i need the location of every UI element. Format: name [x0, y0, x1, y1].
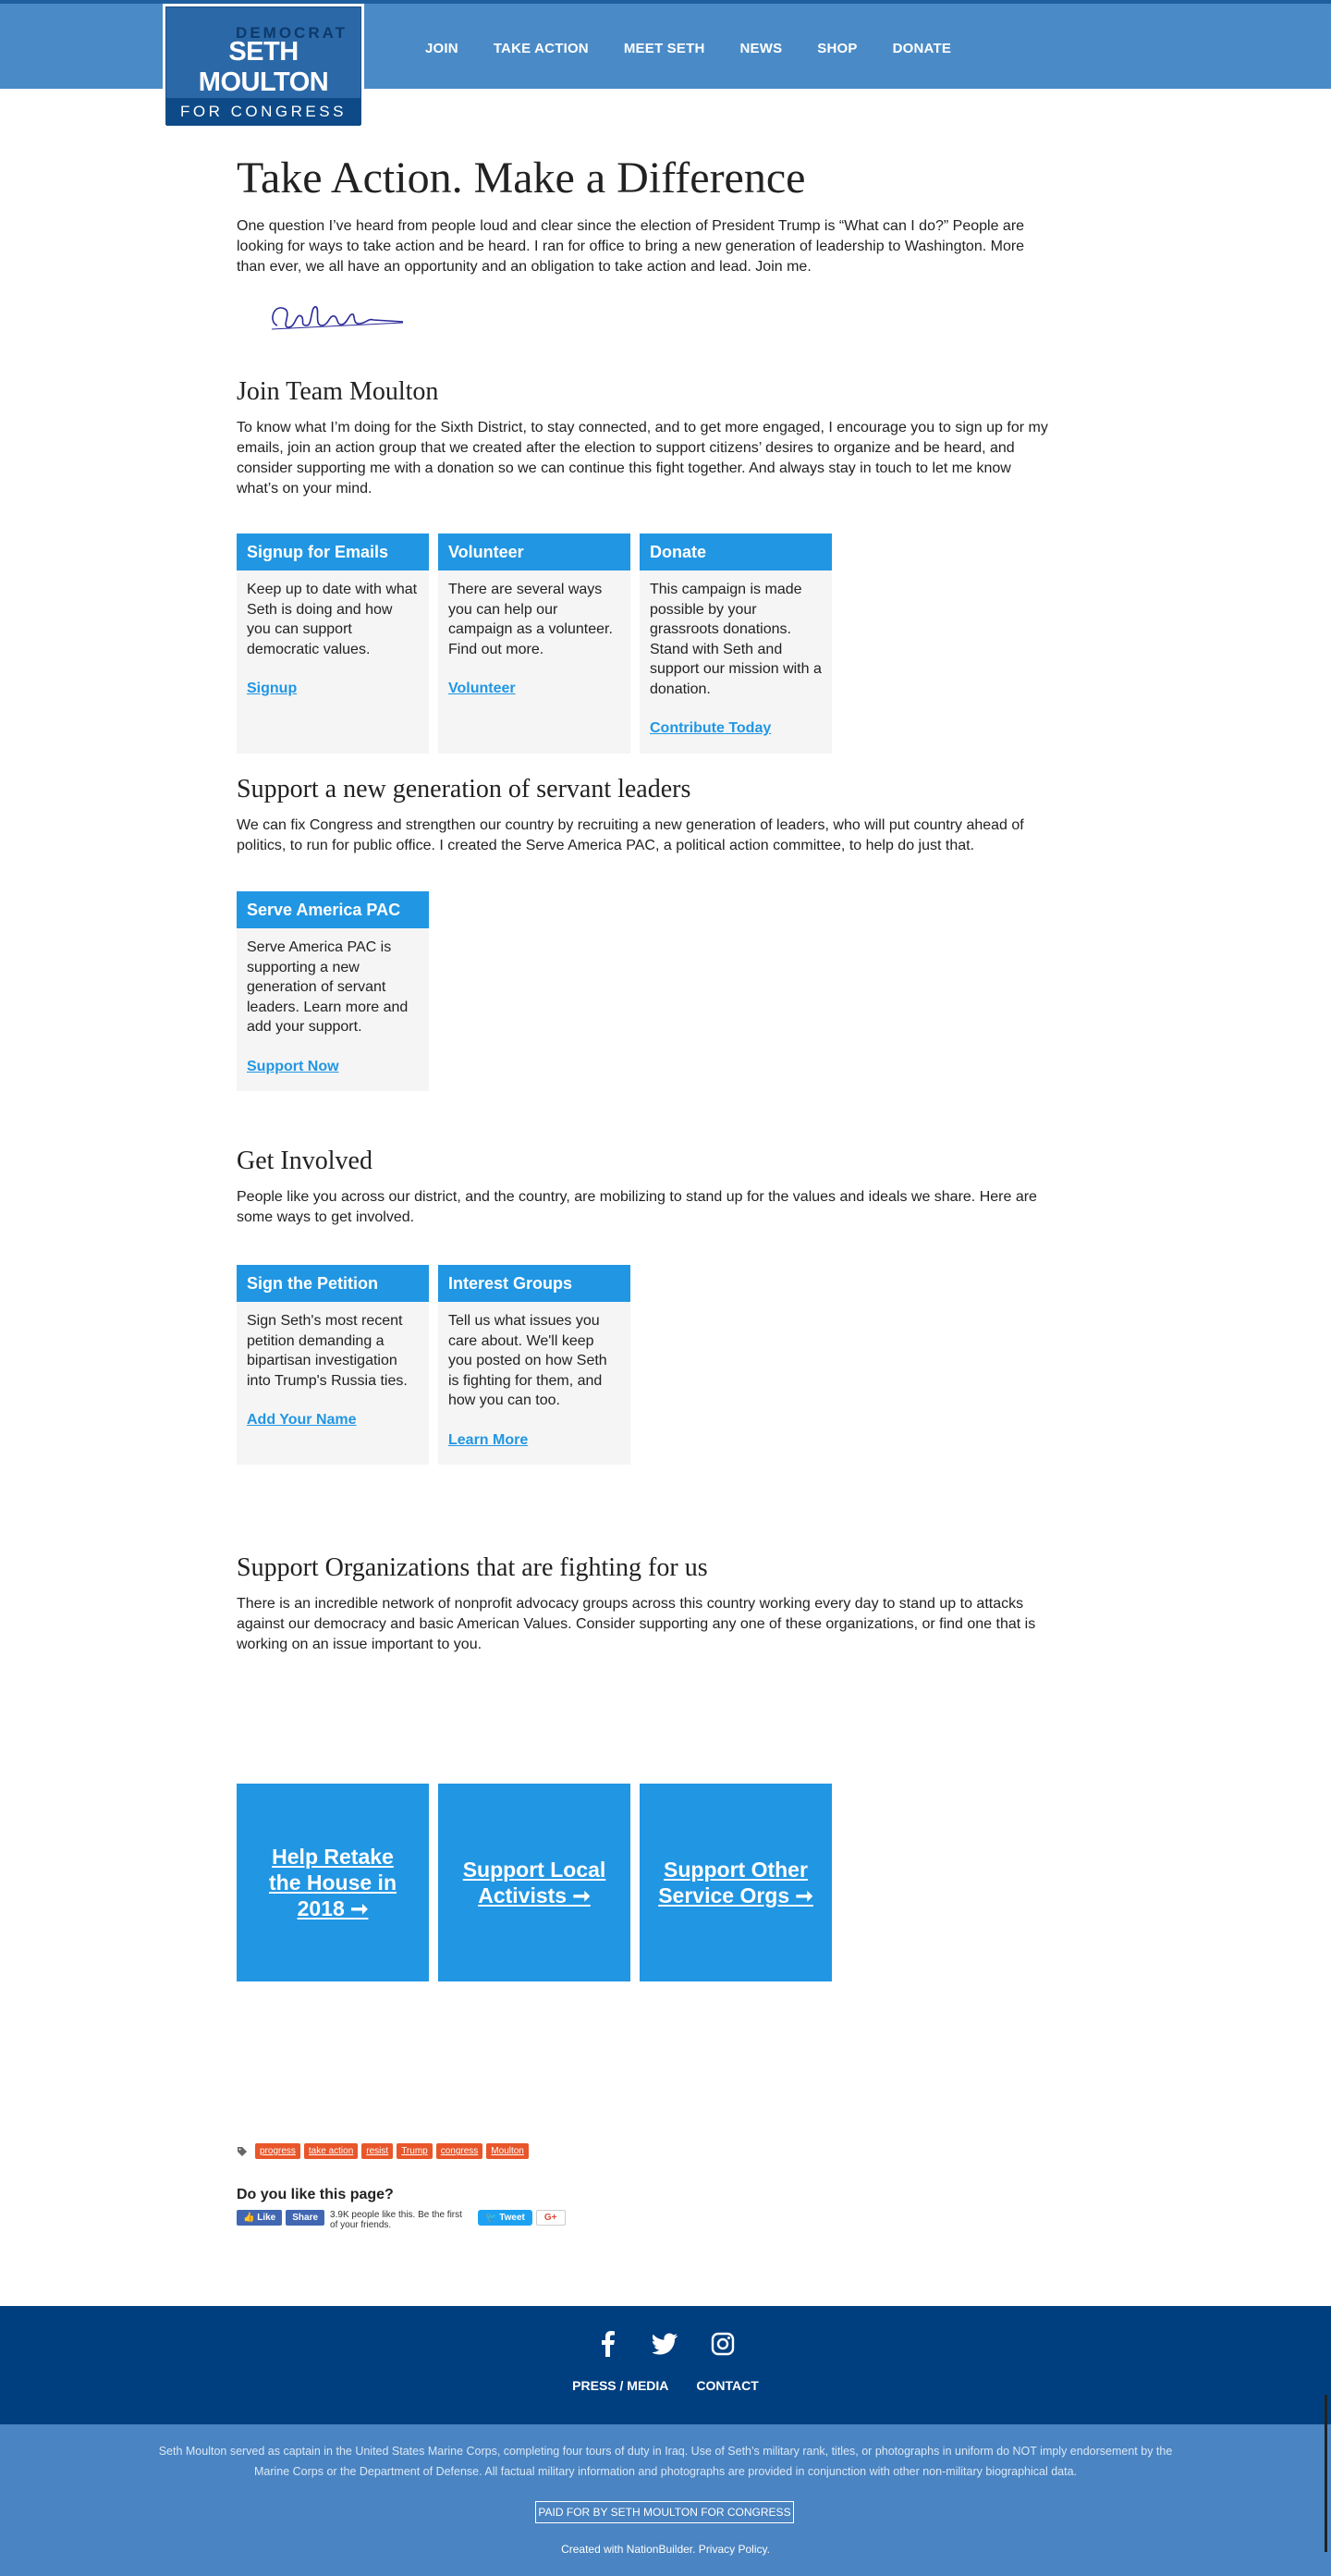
servant-section-title: Support a new generation of servant leaders [237, 775, 691, 803]
card-title: Donate [640, 534, 832, 570]
signup-link[interactable]: Signup [247, 681, 298, 696]
nav-join[interactable]: JOIN [425, 40, 458, 56]
nav-donate[interactable]: DONATE [892, 40, 952, 56]
tag-take-action[interactable]: take action [304, 2143, 358, 2159]
card-title: Signup for Emails [237, 534, 429, 570]
page-title: Take Action. Make a Difference [237, 153, 806, 202]
support-service-orgs-button[interactable]: Support Other Service Orgs ➞ [640, 1784, 832, 1981]
join-cards [237, 534, 832, 754]
facebook-like-button[interactable]: 👍 Like [237, 2210, 282, 2226]
support-now-link[interactable]: Support Now [247, 1058, 339, 1074]
involved-section-title: Get Involved [237, 1147, 372, 1175]
facebook-share-button[interactable]: Share [286, 2210, 324, 2226]
join-section-text: To know what I’m doing for the Sixth District, to stay connected, and to get more engaged, I encourage you to sign up for my emails, join an action group that we created after the election to support citizens’ desires to organize and be heard, and consider supporting me with a donation so we can continue this fight together. And always stay in touch to let me know what’s on your mind. [237, 420, 1048, 497]
learn-more-link[interactable]: Learn More [448, 1431, 529, 1448]
tweet-button[interactable]: 🐦 Tweet [478, 2210, 532, 2226]
add-your-name-link[interactable]: Add Your Name [247, 1412, 357, 1428]
logo-democrat-text: DEMOCRAT [236, 24, 348, 42]
tag-icon [237, 2146, 248, 2157]
intro-text: One question I’ve heard from people loud and clear since the election of President Trump is “What can I do?” People are looking for ways to take action and be heard. I ran for office to bring a new generation of leadership to Washington. More than ever, we all have an opportunity and an obligation to take action and lead. Join me. [237, 218, 1025, 275]
card-title: Interest Groups [438, 1265, 630, 1302]
card-text: Keep up to date with what Seth is doing and how you can support democratic values. [247, 582, 418, 657]
card-signup-emails [237, 534, 429, 754]
nav-shop[interactable]: SHOP [817, 40, 858, 56]
logo-name-text: SETH MOULTON [198, 37, 329, 97]
contribute-today-link[interactable]: Contribute Today [650, 720, 772, 736]
retake-house-button[interactable]: Help Retake the House in 2018 ➞ [237, 1784, 429, 1981]
nav-news[interactable]: NEWS [739, 40, 783, 56]
facebook-icon[interactable] [595, 2330, 621, 2358]
orgs-section-title: Support Organizations that are fighting for us [237, 1553, 708, 1582]
involved-section-text: People like you across our district, and the country, are mobilizing to stand up for the values and ideals we share. Here are some ways to get involved. [237, 1189, 1037, 1225]
contact-link[interactable]: CONTACT [696, 2378, 759, 2393]
footer-social-icons [0, 2330, 1331, 2358]
nav-meet-seth[interactable]: MEET SETH [623, 40, 705, 56]
card-donate [640, 534, 832, 754]
twitter-bird-icon: 🐦 [485, 2213, 500, 2223]
card-text: Sign Seth's most recent petition demanding a bipartisan investigation into Trump's Russia ties. [247, 1313, 408, 1389]
site-header [0, 0, 1331, 120]
join-section-title: Join Team Moulton [237, 377, 439, 406]
card-interest-groups [438, 1265, 630, 1465]
facebook-like-count: 3.9K people like this. Be the first of your friends. [330, 2210, 462, 2230]
main-nav [425, 4, 986, 92]
tag-congress[interactable]: congress [436, 2143, 483, 2159]
like-page-heading: Do you like this page? [237, 2187, 394, 2202]
logo-for-congress-text: FOR CONGRESS [166, 98, 360, 126]
nav-take-action[interactable]: TAKE ACTION [493, 40, 589, 56]
google-plus-button[interactable]: G+ [536, 2210, 566, 2226]
signature-image [264, 294, 412, 340]
footer-bottom [0, 2424, 1331, 2576]
card-text: Serve America PAC is supporting a new generation of servant leaders. Learn more and add your support. [247, 939, 409, 1035]
card-title: Serve America PAC [237, 891, 429, 928]
servant-section-text: We can fix Congress and strengthen our country by recruiting a new generation of leaders, who will put country ahead of politics, to run for public office. I created the Serve America PAC, a political action committee, to help do just that. [237, 817, 1024, 853]
social-buttons [237, 2210, 566, 2230]
tag-progress[interactable]: progress [255, 2143, 300, 2159]
card-sign-petition [237, 1265, 429, 1465]
thumbs-up-icon: 👍 [243, 2213, 258, 2223]
card-serve-america-pac [237, 891, 429, 1091]
involved-cards [237, 1265, 630, 1465]
press-media-link[interactable]: PRESS / MEDIA [572, 2378, 669, 2393]
card-text: This campaign is made possible by your grassroots donations. Stand with Seth and support our mission with a donation. [650, 582, 822, 697]
card-title: Volunteer [438, 534, 630, 570]
twitter-icon[interactable] [653, 2330, 678, 2358]
support-local-activists-button[interactable]: Support Local Activists ➞ [438, 1784, 630, 1981]
military-disclaimer: Seth Moulton served as captain in the United States Marine Corps, completing four tours of duty in Iraq. Use of Seth’s military rank, titles, or photographs in uniform do NOT imply endorsement by the Marine Corps or the Department of Defense. All factual military information and photographs are provided in conjunction with other non-military biographical data. [158, 2445, 1173, 2478]
scrollbar[interactable] [1325, 2395, 1327, 2552]
tag-moulton[interactable]: Moulton [486, 2143, 529, 2159]
tag-list [237, 2143, 529, 2159]
volunteer-link[interactable]: Volunteer [448, 681, 516, 696]
card-text: There are several ways you can help our campaign as a volunteer. Find out more. [448, 582, 613, 657]
card-title: Sign the Petition [237, 1265, 429, 1302]
created-with-text[interactable]: Created with NationBuilder. Privacy Policy. [561, 2543, 770, 2556]
tag-resist[interactable]: resist [361, 2143, 393, 2159]
card-volunteer [438, 534, 630, 754]
site-logo[interactable] [163, 4, 364, 128]
instagram-icon[interactable] [710, 2330, 736, 2358]
footer-top [0, 2306, 1331, 2424]
footer-links [0, 2378, 1331, 2393]
servant-cards [237, 891, 429, 1091]
paid-for-notice: PAID FOR BY SETH MOULTON FOR CONGRESS [535, 2501, 794, 2523]
card-text: Tell us what issues you care about. We'll keep you posted on how Seth is fighting for them, and how you can too. [448, 1313, 607, 1408]
org-cards [237, 1784, 832, 1981]
tag-trump[interactable]: Trump [397, 2143, 433, 2159]
orgs-section-text: There is an incredible network of nonprofit advocacy groups across this country working every day to stand up to attacks against our democracy and basic American Values. Consider supporting any one of these organizations, or find one that is working on an issue important to you. [237, 1596, 1036, 1652]
